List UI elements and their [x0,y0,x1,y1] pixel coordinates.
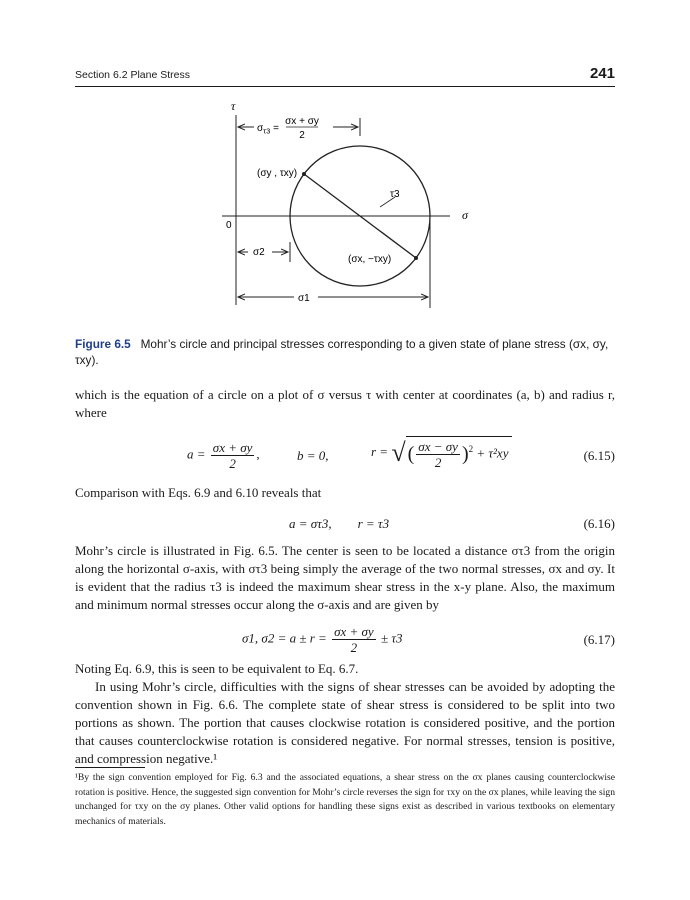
eq615-b: b = 0, [297,448,329,463]
caption-text: Mohr’s circle and principal stresses corresponding to a given state of plane stress (σx, σy, τxy). [75,337,609,367]
origin-label: 0 [226,220,232,231]
running-header [75,65,615,87]
paragraph-sign-convention: In using Mohr’s circle, difficulties with the signs of shear stresses can be avoided by adopting the convention shown in Fig. 6.6. The complete state of shear stress is considered to be split into two portions as shown. The portion that causes clockwise rotation is considered positive, and the portion that causes counterclockwise rotation is considered negative. For normal stresses, tension is positive, and compression negative.¹ [75,679,615,766]
mohr-circle-figure [0,90,690,320]
eq617-fraction: $\frac{\sigma x + \sigma y}{2}$ [334,624,374,655]
footnote: ¹By the sign convention employed for Fig. 6.3 and the associated equations, a shear stress on the σx planes causing counterclockwise rotation is positive. Hence, the suggested sign convention for Mohr’s circle reverses the sign for τxy on the σx planes, while leaving the sign unchanged for τxy on the σy planes. Other valid options for handling these signs exist as described in various textbooks on elementary mechanics of materials. [75,772,615,827]
eq617-lhs: σ1, σ2 = a ± r = [242,630,327,646]
eq617-tail: ± τ3 [380,630,403,646]
eq615-r-tail: + τ²xy [476,445,509,461]
figure-label: Figure 6.5 [75,337,131,351]
eq615-a-lhs: a = [187,446,206,462]
paragraph-comparison: Comparison with Eqs. 6.9 and 6.10 reveals that [75,485,322,500]
eq616-number: (6.16) [583,516,615,531]
eq615-number: (6.15) [583,448,615,463]
top-stress-point [302,172,306,176]
bottom-stress-point [414,256,418,260]
top-point-label: (σy , τxy) [257,168,298,179]
bottom-point-label: (σx, −τxy) [348,254,392,265]
paragraph-circle-equation: which is the equation of a circle on a plot of σ versus τ with center at coordinates (a, b) and radius r, where [75,387,615,420]
header-rule [75,86,615,87]
sigma2-label: σ2 [253,247,265,258]
equation-6-15: a = $\frac{\sigma x + \sigma y}{2}$ , b = 0, r = √ ( $\frac{\sigma x - \sigma y}{2}$ )$^2$ + τ²xy (6.15) [187,438,615,471]
eq615-r-fraction: $\frac{\sigma x - \sigma y}{2}$ [418,439,458,470]
sigma1-label: σ1 [298,293,310,304]
sigma-axis-label: σ [462,208,468,222]
center-denominator: 2 [299,130,305,141]
eq615-r-lhs: r = [371,443,389,459]
center-label: $\sigma_{\tau 3}$ = [257,123,279,136]
footnote-rule [75,767,145,768]
paragraph-mohr-description: Mohr’s circle is illustrated in Fig. 6.5. The center is seen to be located a distance στ3 from the origin along the horizontal σ-axis, with στ3 being simply the average of the two normal stresses, σx and σy. It is evident that the radius τ3 is indeed the maximum shear stress in the x-y plane. Also, the maximum and minimum normal stresses occur along the σ-axis and are given by [75,543,615,612]
eq616-body: a = στ3, r = τ3 [289,516,390,531]
equation-6-17 [75,614,615,656]
eq617-number: (6.17) [583,632,615,647]
eq615-a-fraction: $\frac{\sigma x + \sigma y}{2}$ [212,440,253,471]
equation-6-16 [75,516,615,534]
page-number: 241 [589,65,615,82]
center-numerator: σx + σy [285,116,319,127]
tau3-label: τ3 [390,189,400,200]
tau-axis-label: τ [231,99,236,113]
paragraph-equivalence: Noting Eq. 6.9, this is seen to be equivalent to Eq. 6.7. [75,661,359,676]
section-title: Section 6.2 Plane Stress [75,69,190,81]
figure-caption [75,336,615,368]
